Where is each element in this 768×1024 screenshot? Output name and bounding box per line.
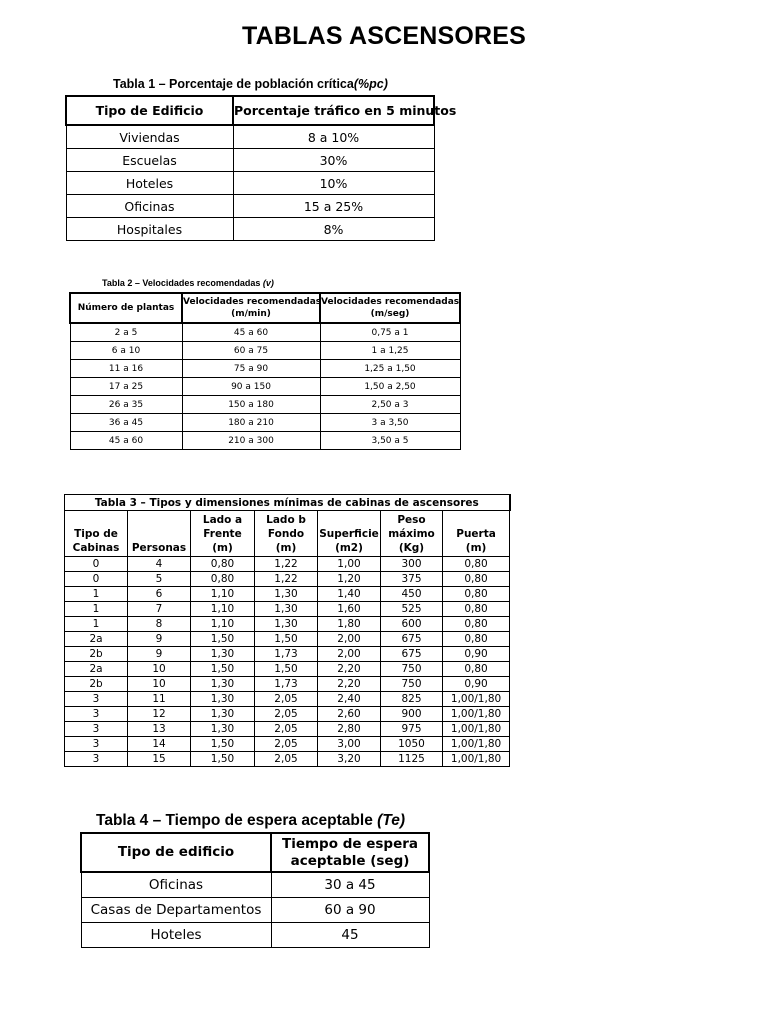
table-row — [66, 149, 434, 172]
table-cell: 9 — [128, 632, 191, 647]
table-cell: 2,05 — [255, 737, 318, 752]
table3-header-line: (m) — [275, 542, 297, 554]
table-cell: 1,80 — [318, 617, 381, 632]
table-cell: 0,80 — [443, 557, 510, 572]
table-cell: 1,00/1,80 — [443, 722, 510, 737]
table-cell: 1,00/1,80 — [443, 692, 510, 707]
table-row — [70, 342, 460, 360]
table-cell: 1,50 — [191, 752, 255, 767]
table-row — [70, 396, 460, 414]
table2-body — [70, 323, 460, 450]
table-cell: 1,50 — [191, 632, 255, 647]
table-cell: 2b — [65, 647, 128, 662]
table-cell: 1,73 — [255, 647, 318, 662]
table-cell: 3,20 — [318, 752, 381, 767]
table3-header-line: Personas — [131, 542, 187, 554]
table-cell: 1,30 — [255, 602, 318, 617]
table-row — [66, 218, 434, 241]
table-cell: 1,22 — [255, 572, 318, 587]
table-cell: 3 — [65, 752, 128, 767]
table-cell: 1 — [65, 617, 128, 632]
table-cell: 1,50 — [255, 662, 318, 677]
table-cell: 1,30 — [191, 677, 255, 692]
table-cell: 1 a 1,25 — [320, 342, 460, 360]
table1-caption-italic: (%pc) — [353, 77, 388, 91]
table-cell: 4 — [128, 557, 191, 572]
table-row — [65, 557, 510, 572]
table-row — [81, 898, 429, 923]
table-cell: 1125 — [381, 752, 443, 767]
table4-header-cell — [81, 833, 271, 872]
table-cell: 8 — [128, 617, 191, 632]
table1-header-cell: Porcentaje tráfico en 5 minutos — [233, 96, 434, 125]
table-cell: 1,50 — [255, 632, 318, 647]
table-cell: 2,20 — [318, 662, 381, 677]
table-cell: Hoteles — [81, 923, 271, 948]
table2-caption-italic: (v) — [262, 278, 274, 288]
table-cell: 0 — [65, 572, 128, 587]
table-row — [70, 360, 460, 378]
table2-header-row — [70, 293, 460, 323]
table-cell: 14 — [128, 737, 191, 752]
table-row — [65, 632, 510, 647]
table-cell: 1,30 — [255, 587, 318, 602]
table-cell: 2 a 5 — [70, 323, 182, 342]
table-cell: 1,10 — [191, 617, 255, 632]
table3-body — [65, 557, 510, 767]
table-cell: 2,80 — [318, 722, 381, 737]
table2-header-line: Velocidades recomendadas — [183, 297, 322, 307]
table-cell: 975 — [381, 722, 443, 737]
table3-header-line: Tipo de — [74, 528, 118, 540]
table-cell: 0,80 — [191, 572, 255, 587]
table-cell: Casas de Departamentos — [81, 898, 271, 923]
table3-header-line: Peso — [397, 514, 426, 526]
table3-header-line: Superficie — [319, 528, 379, 540]
table3-header-cell — [443, 511, 510, 557]
table3-caption: Tabla 3 – Tipos y dimensiones mínimas de cabinas de ascensores — [65, 495, 510, 511]
table-cell: 1,40 — [318, 587, 381, 602]
table-cell: 1,00 — [318, 557, 381, 572]
table-cell: 3 — [65, 707, 128, 722]
table-cell: 3 — [65, 737, 128, 752]
page-title: TABLAS ASCENSORES — [242, 22, 526, 50]
table-cell: 12 — [128, 707, 191, 722]
table-row — [65, 707, 510, 722]
table-cell: 6 — [128, 587, 191, 602]
table-row — [65, 617, 510, 632]
table3-header-cell — [255, 511, 318, 557]
table2-header-cell — [320, 293, 460, 323]
table-cell: 1,50 a 2,50 — [320, 378, 460, 396]
table3-header-line: (Kg) — [398, 542, 425, 554]
table-cell: 5 — [128, 572, 191, 587]
table-row — [66, 195, 434, 218]
table4-header-line: Tipo de edificio — [117, 844, 235, 860]
table2-header-line: (m/seg) — [370, 309, 410, 319]
table2-caption-main: Tabla 2 – Velocidades recomendadas — [102, 278, 263, 288]
table1-body — [66, 125, 434, 241]
table1-header-cell: Tipo de Edificio — [66, 96, 233, 125]
table-cell: Hospitales — [66, 218, 233, 241]
table-cell: 1,00/1,80 — [443, 752, 510, 767]
table-cell: 2,05 — [255, 707, 318, 722]
table-cell: 8 a 10% — [233, 125, 434, 149]
table-row — [65, 752, 510, 767]
table-cell: 17 a 25 — [70, 378, 182, 396]
table3-cabin-dimensions — [64, 494, 511, 767]
table-cell: 3 — [65, 722, 128, 737]
table3-header-line: (m) — [465, 542, 487, 554]
table3-header-line: (m) — [212, 542, 233, 554]
table-cell: 0,80 — [443, 572, 510, 587]
table-cell: 1,20 — [318, 572, 381, 587]
table2-header-line: (m/min) — [231, 309, 271, 319]
table-cell: 90 a 150 — [182, 378, 320, 396]
table-cell: 1 — [65, 602, 128, 617]
table-cell: 300 — [381, 557, 443, 572]
table3-header-line: (m2) — [335, 542, 363, 554]
table-cell: 0,90 — [443, 677, 510, 692]
table-row — [81, 923, 429, 948]
table3-header-line: Lado a — [202, 514, 243, 526]
table-row — [70, 378, 460, 396]
table3-header-line: Puerta — [456, 528, 496, 540]
table-cell: 0,90 — [443, 647, 510, 662]
table2-header-cell — [70, 293, 182, 323]
table-cell: 1,30 — [191, 707, 255, 722]
table-cell: 525 — [381, 602, 443, 617]
table4-header-cell — [271, 833, 429, 872]
table4-header-line: Tiempo de espera — [282, 835, 418, 852]
table-cell: 210 a 300 — [182, 432, 320, 450]
table-cell: 2,05 — [255, 722, 318, 737]
table-cell: 2b — [65, 677, 128, 692]
table3-header-line: Lado b — [266, 514, 306, 526]
table-cell: 750 — [381, 662, 443, 677]
table3-header-cell — [191, 511, 255, 557]
table-cell: 45 a 60 — [70, 432, 182, 450]
table-cell: 1,30 — [191, 692, 255, 707]
table-cell: 1,10 — [191, 602, 255, 617]
table4-caption-italic: (Te) — [377, 812, 405, 829]
table3-header-row — [65, 511, 510, 557]
table3-header-cell — [128, 511, 191, 557]
table-row — [65, 572, 510, 587]
table-cell: 2a — [65, 632, 128, 647]
table3-header-cell — [65, 511, 128, 557]
table-cell: 0,80 — [443, 632, 510, 647]
table-cell: 3,00 — [318, 737, 381, 752]
table-row — [65, 677, 510, 692]
table-cell: 9 — [128, 647, 191, 662]
table-cell: 3 a 3,50 — [320, 414, 460, 432]
table-cell: 150 a 180 — [182, 396, 320, 414]
table-cell: 1,50 — [191, 662, 255, 677]
table-row — [70, 432, 460, 450]
table-row — [66, 172, 434, 195]
table-cell: 1,30 — [191, 722, 255, 737]
table-row — [65, 647, 510, 662]
table-cell: 1,50 — [191, 737, 255, 752]
table-cell: 30 a 45 — [271, 872, 429, 898]
table-cell: Viviendas — [66, 125, 233, 149]
table-cell: 0 — [65, 557, 128, 572]
table-cell: 900 — [381, 707, 443, 722]
table-cell: 1,73 — [255, 677, 318, 692]
table-cell: 10 — [128, 662, 191, 677]
table4-header-line: aceptable (seg) — [290, 852, 410, 869]
table-cell: 3 — [65, 692, 128, 707]
table-cell: 11 — [128, 692, 191, 707]
table-cell: 45 — [271, 923, 429, 948]
table1-critical-population — [65, 95, 457, 241]
table3-header-line: Frente — [203, 528, 242, 540]
table-cell: 13 — [128, 722, 191, 737]
table-cell: 36 a 45 — [70, 414, 182, 432]
table4-caption-main: Tabla 4 – Tiempo de espera aceptable — [96, 812, 378, 829]
table-cell: 45 a 60 — [182, 323, 320, 342]
table-cell: Oficinas — [66, 195, 233, 218]
table-cell: 1,60 — [318, 602, 381, 617]
table-cell: 15 — [128, 752, 191, 767]
table-cell: 8% — [233, 218, 434, 241]
table2-header-line: Número de plantas — [77, 303, 175, 313]
table-cell: 0,80 — [191, 557, 255, 572]
table4-body — [81, 872, 429, 948]
table-row — [65, 737, 510, 752]
table-cell: 1,30 — [191, 647, 255, 662]
table1-caption-main: Tabla 1 – Porcentaje de población crítica — [113, 77, 354, 91]
table-cell: 7 — [128, 602, 191, 617]
table2-header-cell — [182, 293, 320, 323]
table-cell: 0,80 — [443, 617, 510, 632]
table-cell: 2,20 — [318, 677, 381, 692]
table-cell: Escuelas — [66, 149, 233, 172]
table-cell: 2,00 — [318, 632, 381, 647]
table3-header-line: máximo — [388, 528, 435, 540]
table3-header-cell — [318, 511, 381, 557]
table-row — [65, 587, 510, 602]
table-row — [65, 692, 510, 707]
table3-header-line: Cabinas — [72, 542, 120, 554]
table-cell: 60 a 90 — [271, 898, 429, 923]
table-cell: 0,80 — [443, 602, 510, 617]
table3-header-cell — [381, 511, 443, 557]
table-cell: 2,60 — [318, 707, 381, 722]
table-cell: 1 — [65, 587, 128, 602]
table-cell: 2a — [65, 662, 128, 677]
table3-header-line: Fondo — [267, 528, 305, 540]
table-cell: 75 a 90 — [182, 360, 320, 378]
table-cell: 11 a 16 — [70, 360, 182, 378]
table-cell: Hoteles — [66, 172, 233, 195]
table-cell: 2,50 a 3 — [320, 396, 460, 414]
table2-header-line: Velocidades recomendadas — [321, 297, 460, 307]
table4-header-row — [81, 833, 429, 872]
table-row — [66, 125, 434, 149]
table-row — [65, 602, 510, 617]
table-cell: 1,10 — [191, 587, 255, 602]
table-cell: 30% — [233, 149, 434, 172]
table1-header-row — [66, 96, 434, 125]
table-cell: 0,75 a 1 — [320, 323, 460, 342]
table-cell: 375 — [381, 572, 443, 587]
table4-acceptable-wait-time — [80, 832, 430, 948]
table-cell: 1050 — [381, 737, 443, 752]
table-cell: 750 — [381, 677, 443, 692]
table-cell: 2,00 — [318, 647, 381, 662]
table-row — [65, 662, 510, 677]
table-cell: 825 — [381, 692, 443, 707]
table-row — [70, 323, 460, 342]
table-cell: 450 — [381, 587, 443, 602]
table-cell: 3,50 a 5 — [320, 432, 460, 450]
table-cell: 675 — [381, 632, 443, 647]
table4-caption — [96, 812, 405, 830]
table-cell: 2,40 — [318, 692, 381, 707]
table-cell: 1,00/1,80 — [443, 707, 510, 722]
table-cell: 675 — [381, 647, 443, 662]
table2-caption — [102, 278, 274, 288]
table-cell: 0,80 — [443, 587, 510, 602]
table-cell: 0,80 — [443, 662, 510, 677]
table-cell: 180 a 210 — [182, 414, 320, 432]
table-cell: 600 — [381, 617, 443, 632]
table-cell: 10 — [128, 677, 191, 692]
table-cell: 1,22 — [255, 557, 318, 572]
table-row — [70, 414, 460, 432]
table-cell: 1,25 a 1,50 — [320, 360, 460, 378]
table-row — [65, 722, 510, 737]
table-row — [81, 872, 429, 898]
table-cell: 10% — [233, 172, 434, 195]
table-cell: 1,00/1,80 — [443, 737, 510, 752]
table2-recommended-speeds — [69, 292, 461, 450]
table-cell: 6 a 10 — [70, 342, 182, 360]
table-cell: 2,05 — [255, 752, 318, 767]
table1-caption — [113, 77, 388, 91]
table-cell: 26 a 35 — [70, 396, 182, 414]
table-cell: 60 a 75 — [182, 342, 320, 360]
table-cell: 15 a 25% — [233, 195, 434, 218]
table-cell: Oficinas — [81, 872, 271, 898]
table-cell: 1,30 — [255, 617, 318, 632]
table-cell: 2,05 — [255, 692, 318, 707]
